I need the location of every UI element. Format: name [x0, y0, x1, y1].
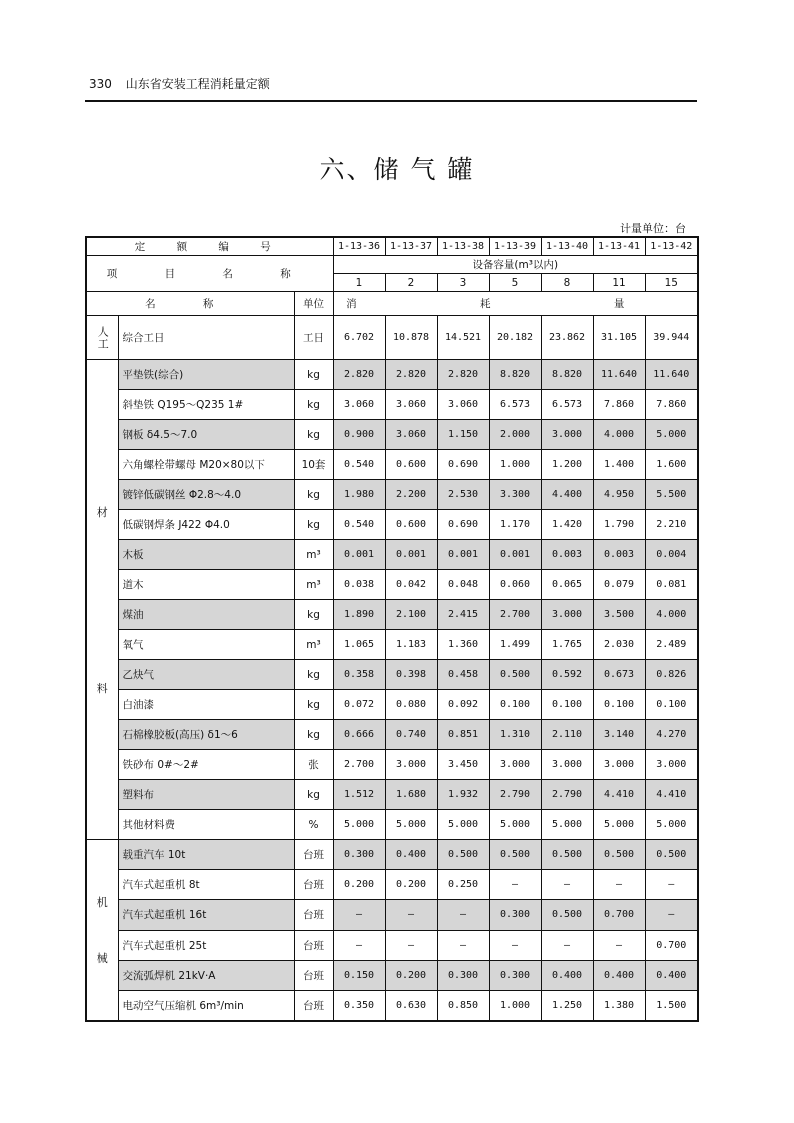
consumption-value: 0.458 — [437, 660, 489, 690]
column-header-row — [86, 292, 698, 316]
item-unit: 台班 — [294, 960, 333, 990]
consumption-value: 0.250 — [437, 870, 489, 900]
consumption-value: 2.110 — [541, 720, 593, 750]
consumption-value: 4.000 — [645, 600, 698, 630]
capacity-value: 5 — [489, 274, 541, 292]
consumption-value: — — [333, 930, 385, 960]
consumption-value: 0.060 — [489, 570, 541, 600]
consumption-value: — — [645, 870, 698, 900]
consumption-value: 39.944 — [645, 316, 698, 360]
consumption-value: 3.000 — [541, 600, 593, 630]
consumption-value: 11.640 — [645, 360, 698, 390]
name-col-label: 名 称 — [86, 292, 294, 316]
consumption-value: 0.200 — [333, 870, 385, 900]
consumption-value: 31.105 — [593, 316, 645, 360]
table-row — [86, 316, 698, 360]
consumption-value: 1.765 — [541, 630, 593, 660]
running-header — [89, 75, 270, 92]
table-row — [86, 870, 698, 900]
table-row — [86, 630, 698, 660]
consumption-value: 0.900 — [333, 420, 385, 450]
item-unit: % — [294, 810, 333, 840]
consumption-value: 0.398 — [385, 660, 437, 690]
item-name: 石棉橡胶板(高压) δ1～6 — [118, 720, 294, 750]
consumption-value: 0.004 — [645, 540, 698, 570]
consumption-value: 3.060 — [385, 420, 437, 450]
consumption-value: — — [437, 930, 489, 960]
item-unit: 台班 — [294, 990, 333, 1020]
consumption-value: 0.200 — [385, 870, 437, 900]
consumption-value: 0.540 — [333, 510, 385, 540]
consumption-value: 2.415 — [437, 600, 489, 630]
consumption-value: 1.170 — [489, 510, 541, 540]
consumption-value: 14.521 — [437, 316, 489, 360]
labor-group-cell — [86, 316, 118, 360]
item-unit: kg — [294, 720, 333, 750]
consumption-value: 1.790 — [593, 510, 645, 540]
consumption-value: 5.000 — [541, 810, 593, 840]
consumption-value: 0.400 — [385, 840, 437, 870]
capacity-value: 3 — [437, 274, 489, 292]
consumption-value: 5.000 — [489, 810, 541, 840]
consumption-value: 0.740 — [385, 720, 437, 750]
consumption-value: 0.500 — [541, 900, 593, 930]
consumption-value: 0.065 — [541, 570, 593, 600]
item-unit: kg — [294, 600, 333, 630]
consumption-value: 1.500 — [645, 990, 698, 1020]
consumption-value: — — [541, 930, 593, 960]
consumption-value: — — [593, 930, 645, 960]
capacity-label-row — [86, 256, 698, 274]
table-row — [86, 480, 698, 510]
item-name: 汽车式起重机 8t — [118, 870, 294, 900]
consumption-value: 2.820 — [437, 360, 489, 390]
consumption-value: — — [593, 870, 645, 900]
consumption-value: 2.820 — [333, 360, 385, 390]
consumption-value: 0.400 — [541, 960, 593, 990]
capacity-value: 8 — [541, 274, 593, 292]
table-row — [86, 930, 698, 960]
consumption-value: 1.890 — [333, 600, 385, 630]
consumption-value: 3.300 — [489, 480, 541, 510]
item-name: 汽车式起重机 25t — [118, 930, 294, 960]
item-name: 低碳钢焊条 J422 Φ4.0 — [118, 510, 294, 540]
consumption-value: 0.850 — [437, 990, 489, 1020]
item-name: 汽车式起重机 16t — [118, 900, 294, 930]
consumption-value: — — [333, 900, 385, 930]
table-row — [86, 810, 698, 840]
item-name: 钢板 δ4.5～7.0 — [118, 420, 294, 450]
consumption-value: 1.512 — [333, 780, 385, 810]
quota-code: 1-13-41 — [593, 237, 645, 256]
consumption-value: 0.540 — [333, 450, 385, 480]
consumption-value: 0.400 — [593, 960, 645, 990]
consumption-value: 0.080 — [385, 690, 437, 720]
capacity-value: 11 — [593, 274, 645, 292]
consumption-value: 3.140 — [593, 720, 645, 750]
consumption-value: 3.060 — [437, 390, 489, 420]
consumption-value: 0.700 — [593, 900, 645, 930]
consumption-value: 0.500 — [541, 840, 593, 870]
consumption-value: 0.001 — [333, 540, 385, 570]
item-unit: kg — [294, 480, 333, 510]
page-number: 330 — [89, 77, 112, 91]
quota-code: 1-13-40 — [541, 237, 593, 256]
consumption-value: 2.210 — [645, 510, 698, 540]
consumption-value: 0.826 — [645, 660, 698, 690]
consumption-value: — — [489, 870, 541, 900]
consumption-value: — — [385, 900, 437, 930]
consumption-value: 0.300 — [489, 900, 541, 930]
material-group-label: 料 — [96, 681, 108, 695]
consumption-value: 0.001 — [489, 540, 541, 570]
consumption-value: 5.000 — [645, 810, 698, 840]
item-unit: 台班 — [294, 930, 333, 960]
consumption-value: 0.500 — [645, 840, 698, 870]
quota-code-row — [86, 237, 698, 256]
consumption-value: — — [489, 930, 541, 960]
item-unit: 工日 — [294, 316, 333, 360]
quota-code-label: 定 额 编 号 — [86, 237, 333, 256]
consumption-value: 1.310 — [489, 720, 541, 750]
consumption-value: 1.360 — [437, 630, 489, 660]
capacity-value: 15 — [645, 274, 698, 292]
consumption-value: 0.300 — [333, 840, 385, 870]
table-row — [86, 690, 698, 720]
item-unit: 10套 — [294, 450, 333, 480]
item-unit: m³ — [294, 570, 333, 600]
consumption-value: — — [541, 870, 593, 900]
consumption-value: 0.690 — [437, 450, 489, 480]
item-name: 铁砂布 0#～2# — [118, 750, 294, 780]
table-row — [86, 990, 698, 1020]
item-name: 交流弧焊机 21kV·A — [118, 960, 294, 990]
item-name: 白油漆 — [118, 690, 294, 720]
consumption-value: 0.042 — [385, 570, 437, 600]
item-name-label: 项 目 名 称 — [86, 256, 333, 292]
consumption-value: 1.183 — [385, 630, 437, 660]
item-unit: 张 — [294, 750, 333, 780]
consumption-value: 4.000 — [593, 420, 645, 450]
table-row — [86, 570, 698, 600]
consumption-value: 0.358 — [333, 660, 385, 690]
unit-col-label: 单位 — [294, 292, 333, 316]
consumption-value: 0.001 — [385, 540, 437, 570]
consumption-value: 4.410 — [593, 780, 645, 810]
consumption-value: 8.820 — [541, 360, 593, 390]
consumption-value: 2.820 — [385, 360, 437, 390]
consumption-value: 1.380 — [593, 990, 645, 1020]
consumption-value: 1.150 — [437, 420, 489, 450]
consumption-value: 0.700 — [645, 930, 698, 960]
item-unit: 台班 — [294, 840, 333, 870]
item-unit: kg — [294, 510, 333, 540]
table-row — [86, 720, 698, 750]
item-name: 镀锌低碳钢丝 Φ2.8～4.0 — [118, 480, 294, 510]
consumption-value: 0.100 — [541, 690, 593, 720]
table-row — [86, 660, 698, 690]
consumption-value: 4.400 — [541, 480, 593, 510]
table-row — [86, 600, 698, 630]
consumption-value: 1.000 — [489, 990, 541, 1020]
consumption-value: 0.500 — [437, 840, 489, 870]
consumption-value: 0.003 — [593, 540, 645, 570]
consumption-value: 2.030 — [593, 630, 645, 660]
item-name: 其他材料费 — [118, 810, 294, 840]
consumption-value: 3.000 — [645, 750, 698, 780]
consumption-value: 3.500 — [593, 600, 645, 630]
consumption-value: 0.100 — [593, 690, 645, 720]
consumption-value: 6.702 — [333, 316, 385, 360]
consumption-value: 0.100 — [645, 690, 698, 720]
item-unit: kg — [294, 420, 333, 450]
consumption-value: 1.400 — [593, 450, 645, 480]
consumption-value: 1.250 — [541, 990, 593, 1020]
quota-table — [85, 236, 699, 1022]
item-name: 木板 — [118, 540, 294, 570]
consumption-value: 0.500 — [489, 840, 541, 870]
consumption-value: 0.079 — [593, 570, 645, 600]
consumption-value: 3.000 — [541, 420, 593, 450]
consumption-value: 0.690 — [437, 510, 489, 540]
consumption-value: 0.048 — [437, 570, 489, 600]
labor-group-label: 人工 — [96, 325, 110, 350]
consumption-value: 1.499 — [489, 630, 541, 660]
item-name: 电动空气压缩机 6m³/min — [118, 990, 294, 1020]
consumption-value: 0.003 — [541, 540, 593, 570]
consumption-value: 3.000 — [385, 750, 437, 780]
consumption-value: 0.630 — [385, 990, 437, 1020]
item-unit: kg — [294, 690, 333, 720]
consumption-value: 2.700 — [333, 750, 385, 780]
consumption-value: 2.790 — [541, 780, 593, 810]
consumption-value: 0.081 — [645, 570, 698, 600]
capacity-value: 1 — [333, 274, 385, 292]
table-row — [86, 360, 698, 390]
consumption-value: 0.350 — [333, 990, 385, 1020]
table-row — [86, 390, 698, 420]
table-row — [86, 960, 698, 990]
consumption-value: 2.530 — [437, 480, 489, 510]
item-name: 道木 — [118, 570, 294, 600]
table-row — [86, 840, 698, 870]
unit-note: 计量单位：台 — [620, 222, 686, 235]
consumption-value: 2.000 — [489, 420, 541, 450]
consumption-value: 1.065 — [333, 630, 385, 660]
consumption-value: 2.489 — [645, 630, 698, 660]
consumption-value: 0.100 — [489, 690, 541, 720]
consumption-value: 0.092 — [437, 690, 489, 720]
consumption-value: 1.932 — [437, 780, 489, 810]
table-row — [86, 540, 698, 570]
consumption-value: 3.060 — [333, 390, 385, 420]
consumption-value: 5.000 — [645, 420, 698, 450]
quota-code: 1-13-42 — [645, 237, 698, 256]
consumption-value: 4.950 — [593, 480, 645, 510]
consumption-value: 0.673 — [593, 660, 645, 690]
table-row — [86, 450, 698, 480]
consumption-value: 4.270 — [645, 720, 698, 750]
item-name: 氧气 — [118, 630, 294, 660]
header-rule — [85, 100, 697, 102]
item-name: 综合工日 — [118, 316, 294, 360]
consumption-value: 0.500 — [489, 660, 541, 690]
consumption-value: 0.001 — [437, 540, 489, 570]
consumption-value: 2.790 — [489, 780, 541, 810]
item-unit: m³ — [294, 540, 333, 570]
consumption-value: 4.410 — [645, 780, 698, 810]
consumption-value: 11.640 — [593, 360, 645, 390]
consumption-value: 10.878 — [385, 316, 437, 360]
consumption-value: 0.200 — [385, 960, 437, 990]
machine-group-label: 机 — [96, 895, 108, 909]
consumption-value: 2.200 — [385, 480, 437, 510]
quota-code: 1-13-38 — [437, 237, 489, 256]
quota-code: 1-13-36 — [333, 237, 385, 256]
item-unit: kg — [294, 780, 333, 810]
consumption-value: 3.000 — [489, 750, 541, 780]
machine-group-label: 械 — [96, 951, 108, 965]
machine-group-cell — [86, 840, 118, 1021]
consumption-value: 0.500 — [593, 840, 645, 870]
capacity-value: 2 — [385, 274, 437, 292]
consumption-value: 6.573 — [541, 390, 593, 420]
consumption-value: 3.060 — [385, 390, 437, 420]
consumption-value: 7.860 — [593, 390, 645, 420]
item-name: 斜垫铁 Q195～Q235 1# — [118, 390, 294, 420]
consumption-value: 6.573 — [489, 390, 541, 420]
consumption-value: 5.500 — [645, 480, 698, 510]
item-name: 塑料布 — [118, 780, 294, 810]
consumption-value: 3.000 — [541, 750, 593, 780]
consumption-value: 1.200 — [541, 450, 593, 480]
consumption-value: 0.666 — [333, 720, 385, 750]
consumption-value: — — [645, 900, 698, 930]
capacity-label: 设备容量(m³以内) — [333, 256, 698, 274]
table-row — [86, 900, 698, 930]
table-row — [86, 780, 698, 810]
consumption-value: 0.592 — [541, 660, 593, 690]
consumption-value: — — [385, 930, 437, 960]
item-unit: kg — [294, 390, 333, 420]
consumption-value: 0.038 — [333, 570, 385, 600]
book-title: 山东省安装工程消耗量定额 — [125, 77, 270, 91]
item-unit: 台班 — [294, 900, 333, 930]
consumption-value: 1.600 — [645, 450, 698, 480]
consumption-value: 5.000 — [437, 810, 489, 840]
section-title: 六、储 气 罐 — [319, 155, 475, 184]
consumption-value: 0.150 — [333, 960, 385, 990]
consumption-value: 23.862 — [541, 316, 593, 360]
consumption-value: 5.000 — [593, 810, 645, 840]
consumption-value: 5.000 — [385, 810, 437, 840]
material-group-cell — [86, 360, 118, 840]
consumption-value: 20.182 — [489, 316, 541, 360]
consumption-value: — — [437, 900, 489, 930]
item-name: 煤油 — [118, 600, 294, 630]
consumption-value: 0.072 — [333, 690, 385, 720]
material-group-label: 材 — [96, 505, 108, 519]
table-row — [86, 420, 698, 450]
item-unit: m³ — [294, 630, 333, 660]
item-unit: kg — [294, 660, 333, 690]
item-unit: 台班 — [294, 870, 333, 900]
consumption-value: 0.300 — [489, 960, 541, 990]
consumption-value: 1.000 — [489, 450, 541, 480]
item-name: 载重汽车 10t — [118, 840, 294, 870]
consumption-value: 1.980 — [333, 480, 385, 510]
quota-code: 1-13-39 — [489, 237, 541, 256]
consumption-value: 1.420 — [541, 510, 593, 540]
consumption-value: 0.851 — [437, 720, 489, 750]
quota-code: 1-13-37 — [385, 237, 437, 256]
consumption-value: 5.000 — [333, 810, 385, 840]
table-row — [86, 750, 698, 780]
consumption-label: 消 耗 量 — [333, 292, 698, 316]
consumption-value: 2.100 — [385, 600, 437, 630]
consumption-value: 0.400 — [645, 960, 698, 990]
item-name: 乙炔气 — [118, 660, 294, 690]
consumption-value: 8.820 — [489, 360, 541, 390]
consumption-value: 0.600 — [385, 510, 437, 540]
consumption-value: 1.680 — [385, 780, 437, 810]
item-name: 六角螺栓带螺母 M20×80以下 — [118, 450, 294, 480]
consumption-value: 0.300 — [437, 960, 489, 990]
item-unit: kg — [294, 360, 333, 390]
consumption-value: 0.600 — [385, 450, 437, 480]
consumption-value: 7.860 — [645, 390, 698, 420]
item-name: 平垫铁(综合) — [118, 360, 294, 390]
consumption-value: 3.450 — [437, 750, 489, 780]
table-row — [86, 510, 698, 540]
consumption-value: 3.000 — [593, 750, 645, 780]
consumption-value: 2.700 — [489, 600, 541, 630]
